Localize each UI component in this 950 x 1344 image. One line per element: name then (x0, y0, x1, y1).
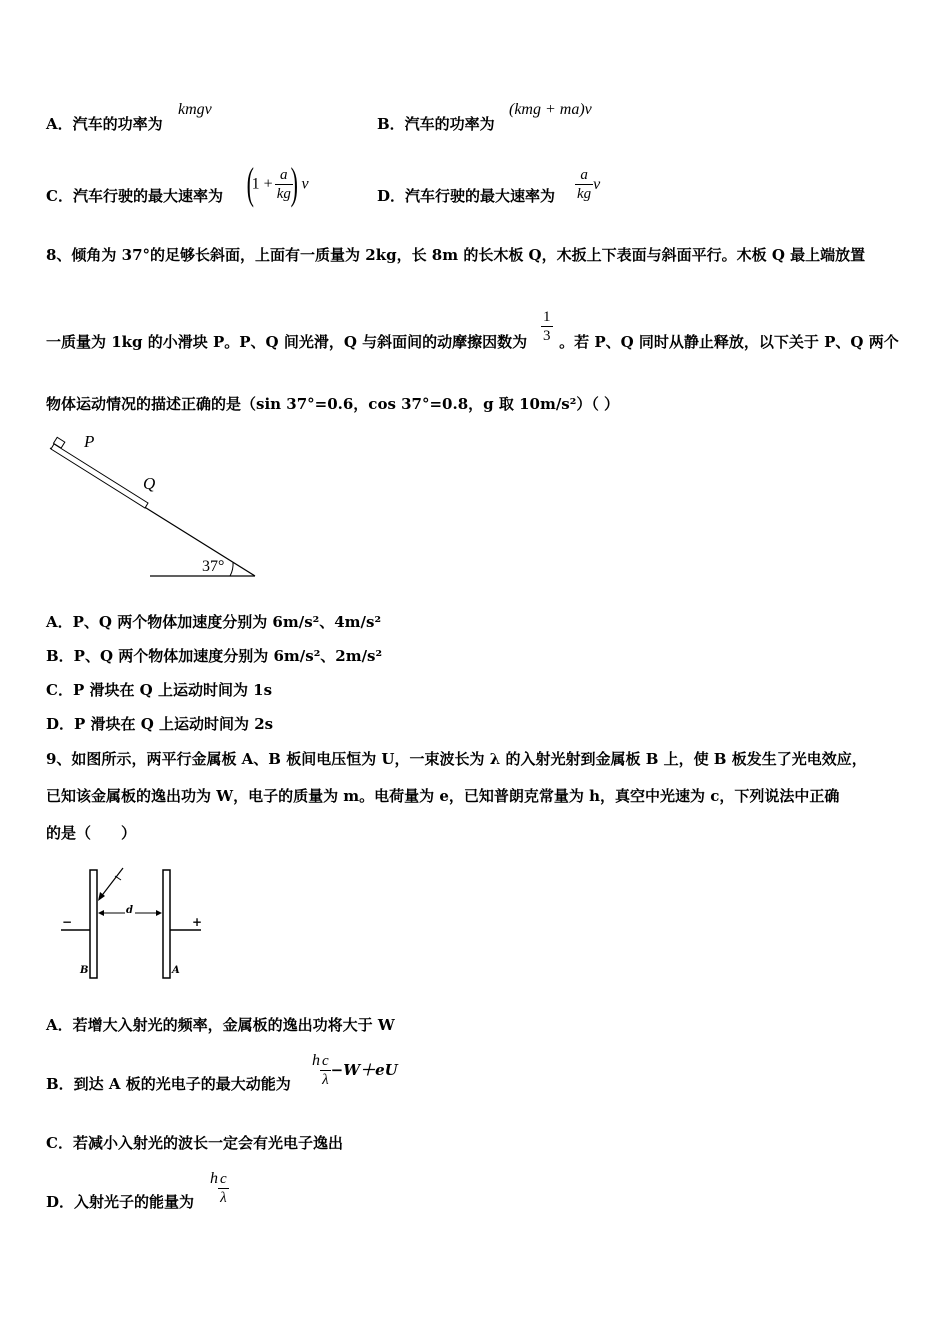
q9-fig-d: d (126, 905, 133, 916)
q9-option-d-label: D．入射光子的能量为 (46, 1193, 195, 1211)
q7-option-a-math: kmgv (178, 101, 212, 118)
q9-option-d[interactable] (46, 1192, 194, 1212)
q7-option-a-label: A．汽车的功率为 (46, 115, 163, 133)
q9-option-b-label: B．到达 A 板的光电子的最大动能为 (46, 1075, 291, 1093)
q9-fig-b: B (80, 965, 89, 976)
q9-option-d-h: h (210, 1170, 218, 1187)
q8-frac-num: 1 (543, 309, 551, 325)
q7-option-c-one: 1 + (251, 175, 273, 193)
q7-option-d-math (575, 166, 600, 203)
angle-arc (230, 562, 233, 576)
q9-fig-a: A (172, 965, 180, 976)
q7-option-d-v: v (593, 176, 601, 193)
q7-option-d-num: a (575, 166, 593, 185)
q9-stem-line3: 的是（ ） (46, 824, 137, 842)
q9-option-d-num: c (220, 1171, 227, 1187)
plate-b (90, 870, 97, 978)
board-q (51, 444, 148, 508)
light-ray (100, 868, 123, 898)
q7-option-b-label: B．汽车的功率为 (377, 115, 495, 133)
q9-plates-figure (55, 862, 215, 987)
q9-stem-line2: 已知该金属板的逸出功为 W，电子的质量为 m。电荷量为 e，已知普朗克常量为 h，真空中光速为 c，下列说法中正确 (46, 787, 840, 805)
q8-stem-line3: 物体运动情况的描述正确的是（sin 37°=0.6，cos 37°=0.8，g 取 10m/s²）（ ） (46, 395, 620, 413)
q9-option-d-math (210, 1170, 229, 1207)
q9-option-b-den: λ (322, 1072, 329, 1088)
q9-option-c[interactable]: C．若减小入射光的波长一定会有光电子逸出 (46, 1134, 343, 1152)
q8-option-b[interactable]: B．P、Q 两个物体加速度分别为 6m/s²、2m/s² (46, 647, 383, 665)
q8-fig-label-q: Q (143, 474, 156, 493)
q8-stem-line2-b: 。若 P、Q 同时从静止释放，以下关于 P、Q 两个 (559, 333, 899, 351)
q9-option-b[interactable] (46, 1074, 291, 1094)
q8-frac-den: 3 (543, 328, 551, 344)
q9-fig-minus: − (62, 915, 73, 929)
q8-option-a[interactable]: A．P、Q 两个物体加速度分别为 6m/s²、4m/s² (46, 613, 382, 631)
q9-option-b-math (312, 1052, 398, 1089)
q8-fig-label-p: P (84, 432, 95, 451)
q8-stem-line1: 8、倾角为 37°的足够长斜面，上面有一质量为 2kg，长 8m 的长木板 Q，木扳上下表面与斜面平行。木板 Q 最上端放置 (46, 246, 866, 264)
plate-a (163, 870, 170, 978)
q9-option-d-den: λ (220, 1190, 227, 1206)
q7-option-c-num: a (275, 166, 293, 185)
q7-option-c-v: v (301, 175, 309, 193)
q8-friction-fraction (541, 308, 553, 345)
q8-fig-angle: 37° (202, 558, 225, 575)
q7-option-b-math: (kmg + ma)v (509, 101, 592, 118)
q7-option-a[interactable] (46, 114, 163, 134)
q8-option-d[interactable]: D．P 滑块在 Q 上运动时间为 2s (46, 715, 274, 733)
q7-option-b[interactable] (377, 114, 495, 134)
q9-option-b-num: c (322, 1053, 329, 1069)
d-arrowhead-left (98, 910, 104, 916)
q9-option-a[interactable]: A．若增大入射光的频率，金属板的逸出功将大于 W (46, 1016, 395, 1034)
q8-stem-line2 (46, 332, 899, 352)
q7-option-c-den: kg (276, 185, 291, 202)
q9-fig-plus: + (192, 915, 203, 929)
q7-option-d-den: kg (577, 186, 592, 202)
q8-incline-figure (40, 430, 270, 585)
q7-option-d[interactable] (377, 186, 555, 206)
d-arrowhead-right (156, 910, 162, 916)
q9-option-b-tail: −W＋eU (330, 1061, 398, 1079)
q9-option-b-h: h (312, 1052, 320, 1069)
q7-option-c-label: C．汽车行驶的最大速率为 (46, 187, 223, 205)
q7-option-c-math: (1 + $\frac{a}{kg}$ ) v (246, 159, 309, 208)
q8-stem-line2-a: 一质量为 1kg 的小滑块 P。P、Q 间光滑，Q 与斜面间的动摩擦因数为 (46, 333, 528, 351)
q8-option-c[interactable]: C．P 滑块在 Q 上运动时间为 1s (46, 681, 273, 699)
q7-option-d-label: D．汽车行驶的最大速率为 (377, 187, 556, 205)
q7-option-c[interactable] (46, 186, 223, 206)
q9-stem-line1: 9、如图所示，两平行金属板 A、B 板间电压恒为 U，一束波长为 λ 的入射光射到金属板 B 上，使 B 板发生了光电效应， (46, 750, 867, 768)
